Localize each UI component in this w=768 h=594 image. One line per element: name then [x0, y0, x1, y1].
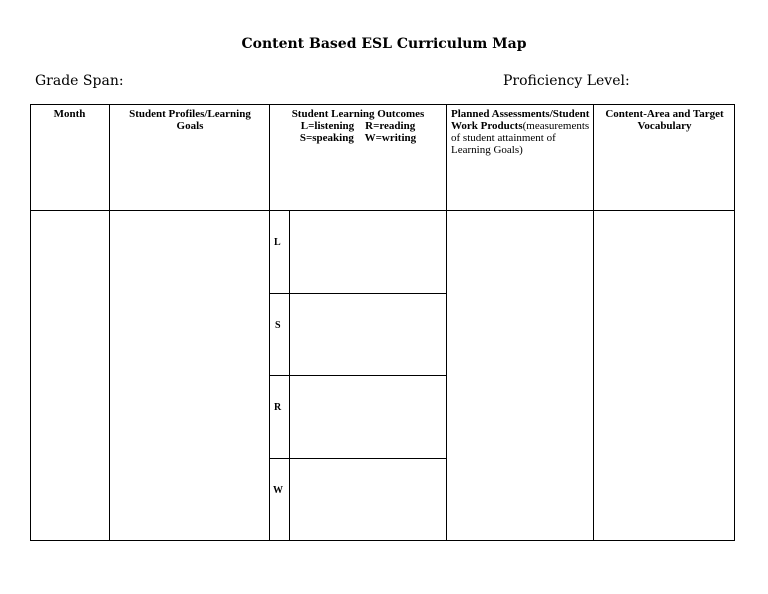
- outcomes-key-line2: S=speaking W=writing: [299, 132, 417, 144]
- header-vocabulary: Content-Area and Target Vocabulary: [605, 108, 724, 132]
- skill-label-writing: W: [273, 485, 283, 496]
- header-learning-outcomes: [270, 108, 446, 144]
- col-divider-2: [269, 104, 270, 541]
- table-border-right: [734, 104, 735, 541]
- assessments-note: (measurements of student attainment of Learning Goals): [451, 120, 590, 156]
- table-border-left: [30, 104, 31, 541]
- col-divider-4: [593, 104, 594, 541]
- skill-row-divider-2: [269, 375, 447, 376]
- proficiency-level-label: Proficiency Level:: [503, 73, 630, 89]
- curriculum-map-table: [30, 104, 735, 541]
- document-title: Content Based ESL Curriculum Map: [241, 36, 527, 52]
- skill-label-reading: R: [274, 402, 282, 413]
- header-divider: [30, 210, 735, 211]
- col-divider-3: [446, 104, 447, 541]
- table-border-top: [30, 104, 735, 105]
- skill-label-speaking: S: [275, 320, 281, 331]
- outcomes-key-line1: L=listening R=reading: [300, 120, 416, 132]
- skill-row-divider-1: [269, 293, 447, 294]
- outcomes-title: Student Learning Outcomes: [291, 108, 425, 120]
- header-student-profiles: Student Profiles/Learning Goals: [129, 108, 251, 132]
- header-planned-assessments: [451, 108, 591, 156]
- skill-label-listening: L: [274, 237, 281, 248]
- skill-row-divider-3: [269, 458, 447, 459]
- header-month: Month: [53, 108, 86, 120]
- table-border-bottom: [30, 540, 735, 541]
- col-divider-1: [109, 104, 110, 541]
- grade-span-label: Grade Span:: [35, 73, 124, 89]
- assessments-bold: Planned Assessments/Student Work Products: [451, 108, 590, 132]
